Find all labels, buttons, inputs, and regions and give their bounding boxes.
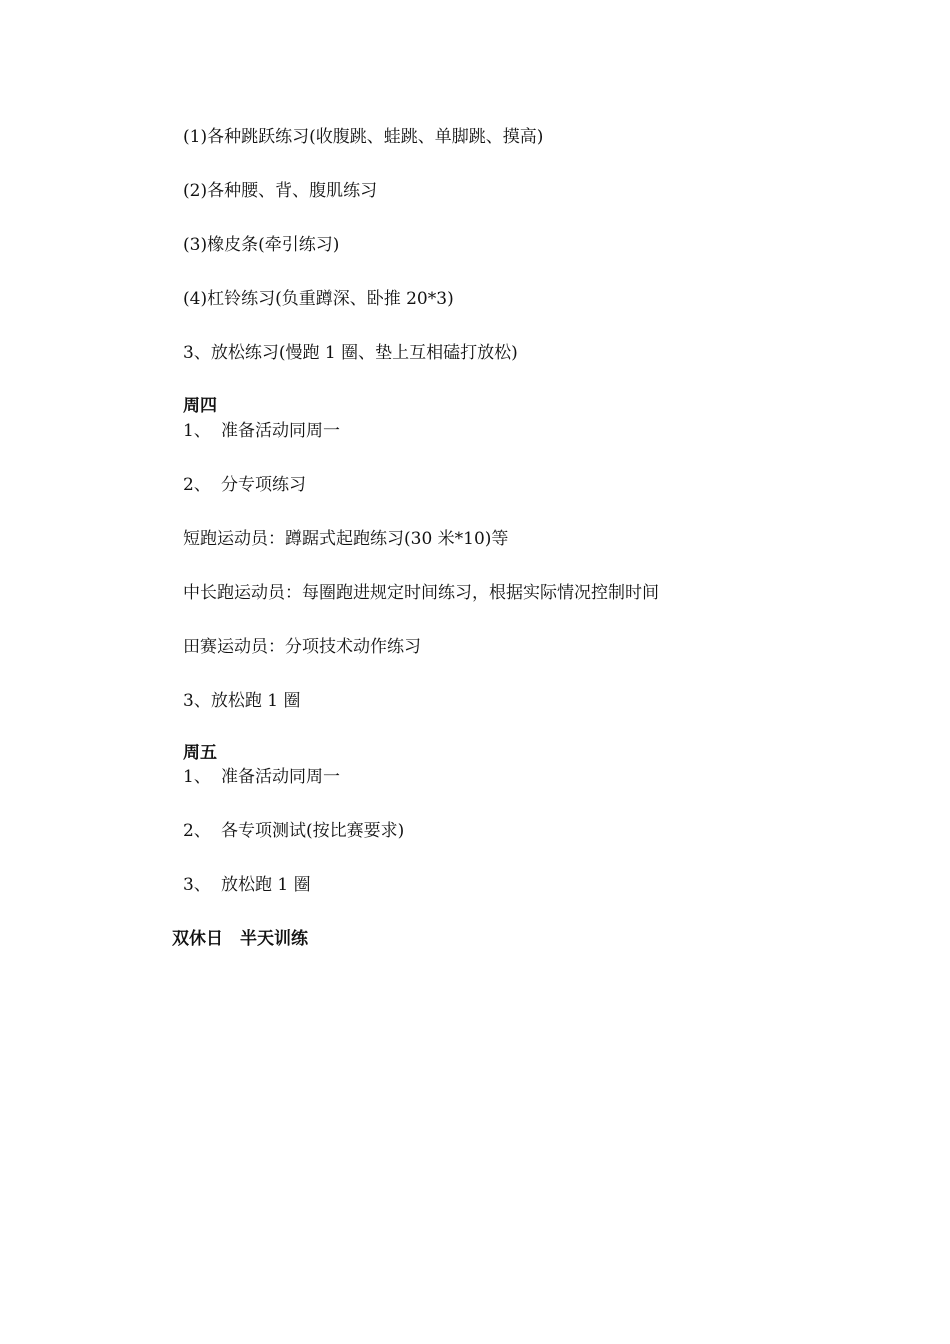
- step-text: 准备活动同周一: [221, 421, 340, 441]
- field-athletes: 田赛运动员：分项技术动作练习: [183, 637, 421, 657]
- middle-distance-athletes: 中长跑运动员：每圈跑进规定时间练习，根据实际情况控制时间: [183, 583, 659, 603]
- heading-friday: 周五: [183, 743, 217, 763]
- step-text: 准备活动同周一: [221, 767, 340, 787]
- sprint-athletes: 短跑运动员：蹲踞式起跑练习(30 米*10)等: [183, 529, 509, 549]
- thursday-step-3: 3、放松跑 1 圈: [183, 691, 301, 711]
- item-rubber-band: (3)橡皮条(牵引练习): [183, 235, 340, 255]
- step-text: 各专项测试(按比赛要求): [221, 821, 405, 841]
- friday-step-3: [183, 874, 311, 896]
- step-number: 2、: [183, 821, 211, 841]
- item-cooldown: 3、放松练习(慢跑 1 圈、垫上互相磕打放松): [183, 343, 518, 363]
- step-number: 1、: [183, 421, 211, 441]
- thursday-step-1: [183, 420, 340, 442]
- heading-thursday: 周四: [183, 396, 217, 416]
- step-number: 3、: [183, 875, 211, 895]
- step-text: 放松跑 1 圈: [221, 875, 311, 895]
- item-jump-exercises: (1)各种跳跃练习(收腹跳、蛙跳、单脚跳、摸高): [183, 127, 544, 147]
- step-text: 分专项练习: [221, 475, 306, 495]
- friday-step-2: [183, 820, 404, 842]
- friday-step-1: [183, 766, 340, 788]
- item-core-exercises: (2)各种腰、背、腹肌练习: [183, 181, 378, 201]
- heading-weekend: 双休日 半天训练: [172, 929, 308, 949]
- step-number: 2、: [183, 475, 211, 495]
- step-number: 1、: [183, 767, 211, 787]
- item-barbell: (4)杠铃练习(负重蹲深、卧推 20*3): [183, 289, 454, 309]
- thursday-step-2: [183, 474, 306, 496]
